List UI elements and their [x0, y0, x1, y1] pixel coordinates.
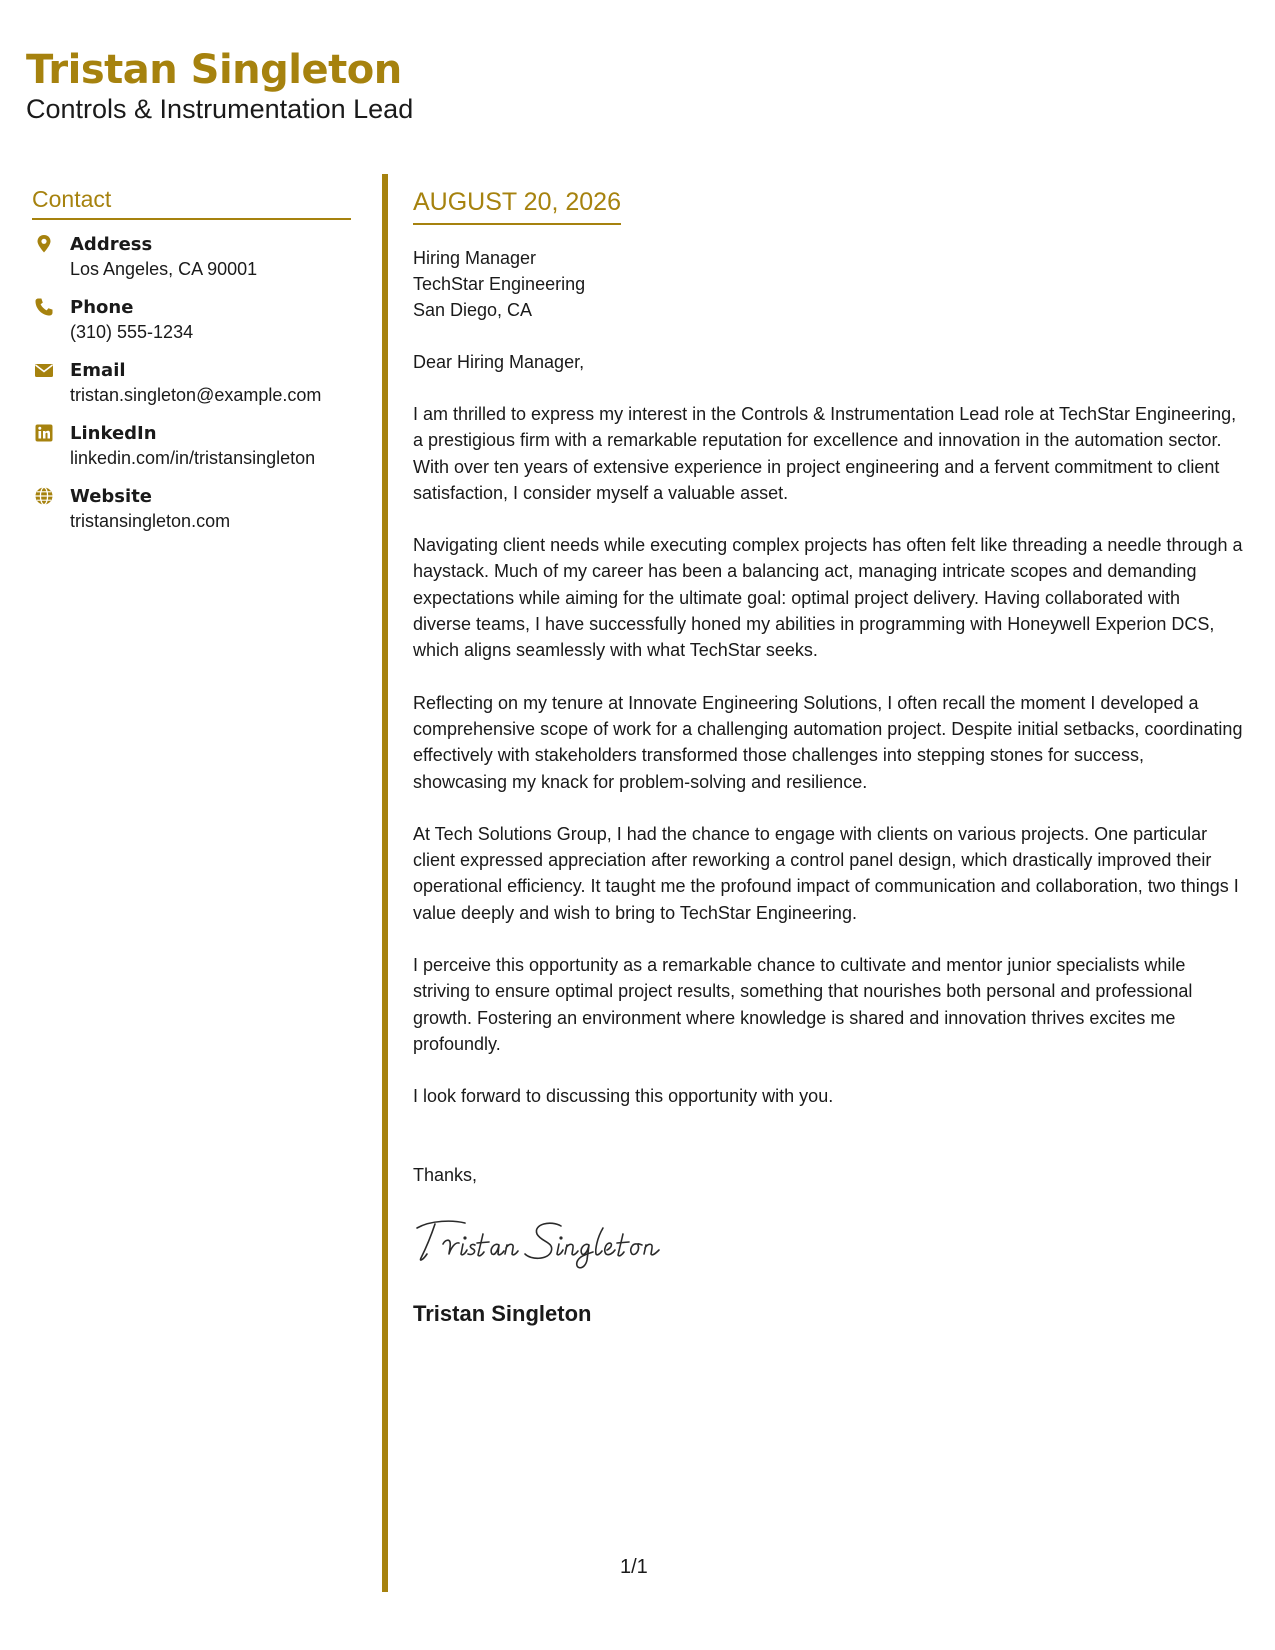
recipient-line: Hiring Manager [413, 248, 537, 268]
envelope-icon [34, 360, 54, 380]
closing: Thanks, [413, 1164, 478, 1185]
contact-item-linkedin [32, 421, 351, 471]
globe-icon [34, 486, 54, 506]
contact-label: Phone [70, 297, 134, 318]
applicant-role: Controls & Instrumentation Lead [26, 94, 414, 124]
contact-value[interactable]: tristansingleton.com [70, 511, 231, 531]
page-number: 1/1 [620, 1556, 648, 1578]
contact-value[interactable]: tristan.singleton@example.com [70, 385, 322, 405]
contact-label: LinkedIn [70, 423, 157, 444]
contact-label: Email [70, 360, 126, 381]
contact-value: Los Angeles, CA 90001 [70, 259, 258, 279]
column-divider [382, 174, 388, 1592]
letter-date: AUGUST 20, 2026 [413, 188, 621, 225]
letter-paragraph: I perceive this opportunity as a remarkable chance to cultivate and mentor junior specialists while striving to ensure optimal project results, something that nourishes both personal and professional growth. Fostering an environment where knowledge is shared and innovation thrives excites me profoundly. [413, 955, 1193, 1054]
contact-value: (310) 555-1234 [70, 322, 194, 342]
letter-header [26, 48, 413, 125]
applicant-name: Tristan Singleton [26, 47, 402, 93]
recipient-block [413, 245, 1243, 323]
letter-paragraph: I look forward to discussing this opportunity with you. [413, 1086, 834, 1107]
recipient-line: TechStar Engineering [413, 274, 586, 294]
contact-item-website [32, 484, 351, 534]
signer-name: Tristan Singleton [413, 1300, 592, 1326]
letter-paragraph: I am thrilled to express my interest in the Controls & Instrumentation Lead role at TechStar Engineering, a prestigious firm with a remarkable reputation for excellence and innovation in the automation sector. With over ten years of extensive experience in project engineering and a fervent commitment to client satisfaction, I consider myself a valuable asset. [413, 404, 1237, 503]
contact-item-phone [32, 295, 351, 345]
contact-heading: Contact [32, 186, 351, 220]
contact-sidebar [32, 186, 351, 547]
contact-label: Address [70, 234, 153, 255]
salutation: Dear Hiring Manager, [413, 352, 585, 372]
handwritten-signature [413, 1214, 693, 1274]
contact-label: Website [70, 486, 153, 507]
map-pin-icon [34, 234, 54, 254]
letter-body [413, 188, 1243, 1327]
linkedin-icon [34, 423, 54, 443]
contact-item-address [32, 232, 351, 282]
recipient-line: San Diego, CA [413, 300, 533, 320]
contact-item-email [32, 358, 351, 408]
contact-value[interactable]: linkedin.com/in/tristansingleton [70, 448, 316, 468]
letter-paragraph: At Tech Solutions Group, I had the chance to engage with clients on various projects. One particular client expressed appreciation after reworking a control panel design, which drastically improved their operational efficiency. It taught me the profound impact of communication and collaboration, two things I value deeply and wish to bring to TechStar Engineering. [413, 823, 1239, 923]
letter-paragraph: Navigating client needs while executing complex projects has often felt like threading a needle through a haystack. Much of my career has been a balancing act, managing intricate scopes and demanding expectations while aiming for the ultimate goal: optimal project delivery. Having collaborated with diverse teams, I have successfully honed my abilities in programming with Honeywell Experion DCS, which aligns seamlessly with what TechStar seeks. [413, 535, 1243, 661]
phone-icon [34, 297, 54, 317]
letter-paragraph: Reflecting on my tenure at Innovate Engineering Solutions, I often recall the moment I developed a comprehensive scope of work for a challenging automation project. Despite initial setbacks, coordinating effectively with stakeholders transformed those challenges into stepping stones for success, showcasing my knack for problem-solving and resilience. [413, 692, 1243, 792]
